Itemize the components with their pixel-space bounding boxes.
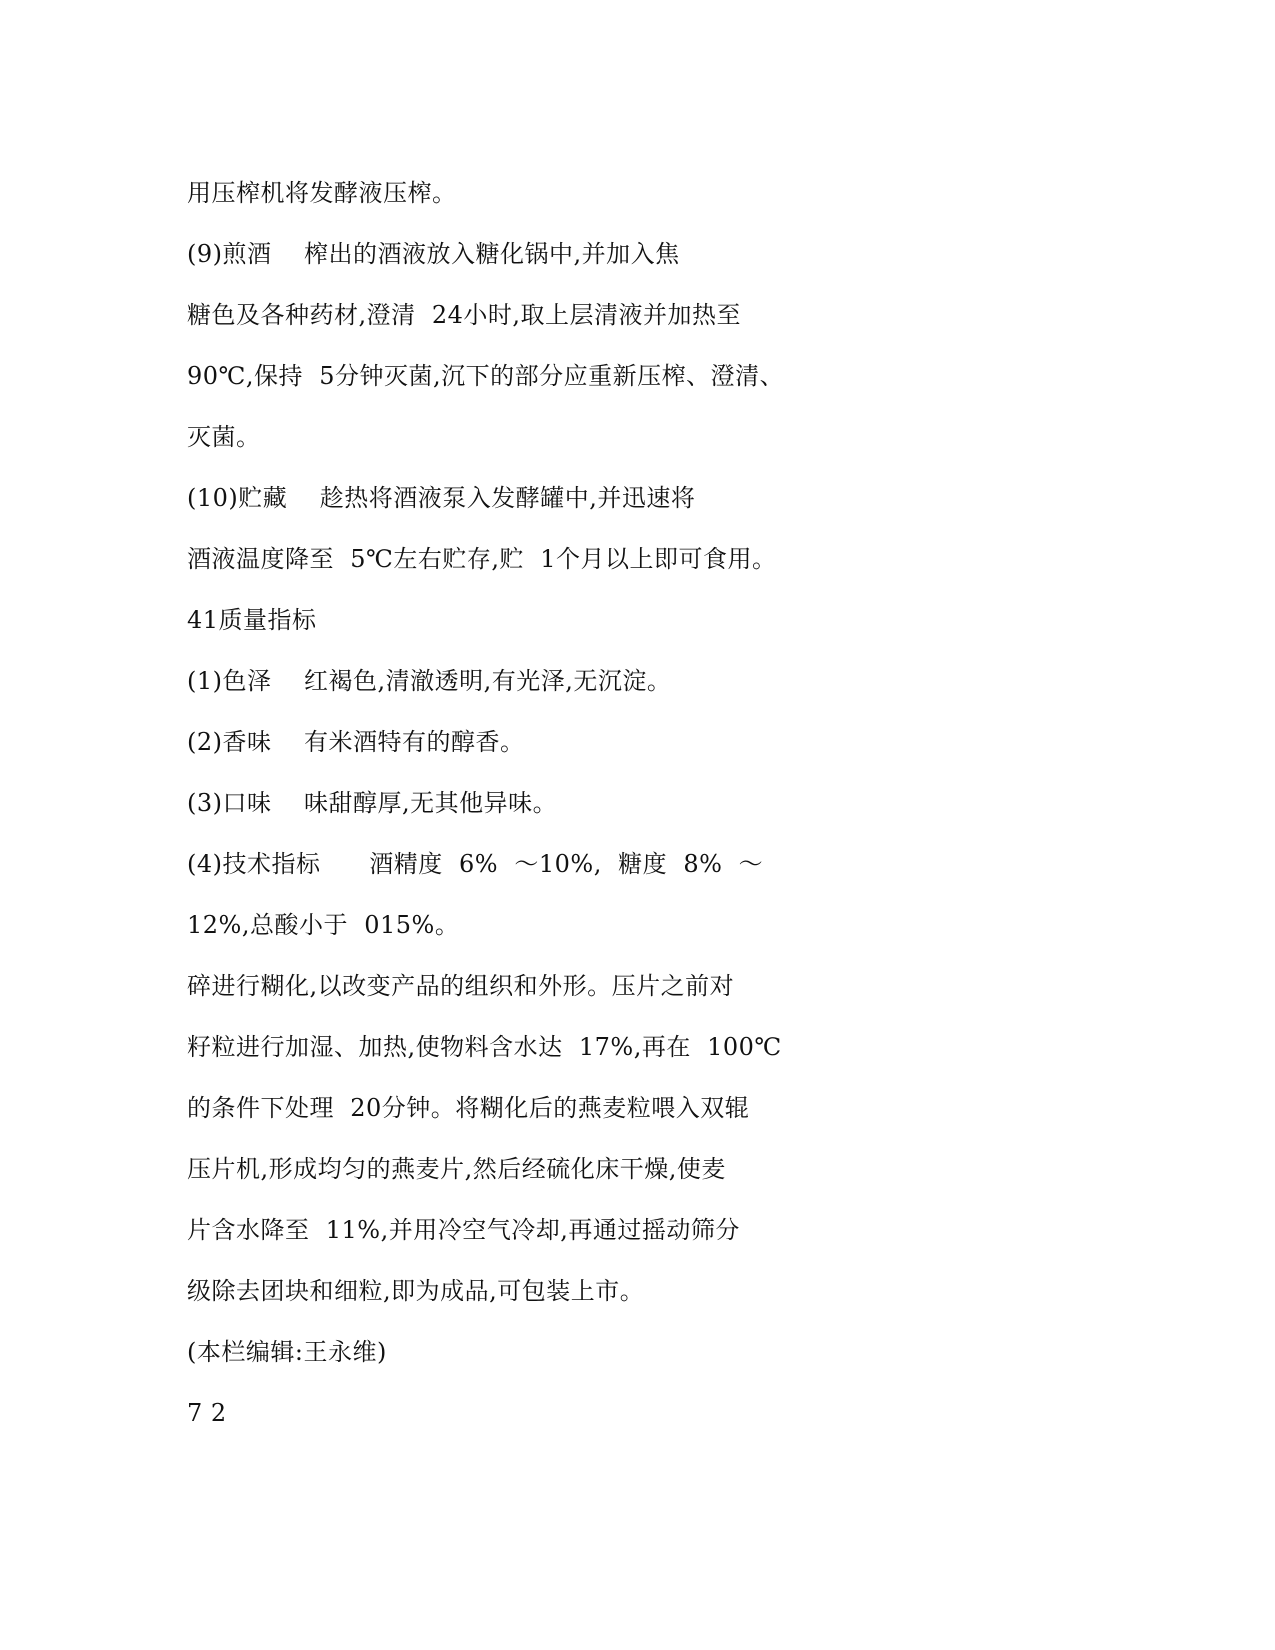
text-line: 用压榨机将发酵液压榨。 bbox=[187, 179, 457, 207]
text-line: 压片机,形成均匀的燕麦片,然后经硫化床干燥,使麦 bbox=[187, 1155, 726, 1183]
text-line: 90℃,保持 5分钟灭菌,沉下的部分应重新压榨、澄清、 bbox=[187, 362, 785, 390]
text-line: 糖色及各种药材,澄清 24小时,取上层清液并加热至 bbox=[187, 301, 742, 329]
text-line: 的条件下处理 20分钟。将糊化后的燕麦粒喂入双辊 bbox=[187, 1094, 750, 1122]
text-line: (2)香味 有米酒特有的醇香。 bbox=[187, 728, 525, 756]
text-column bbox=[187, 170, 787, 1451]
text-line: (10)贮藏 趁热将酒液泵入发酵罐中,并迅速将 bbox=[187, 484, 696, 512]
text-line: (9)煎酒 榨出的酒液放入糖化锅中,并加入焦 bbox=[187, 240, 680, 268]
text-line: 片含水降至 11%,并用冷空气冷却,再通过摇动筛分 bbox=[187, 1216, 740, 1244]
page-number: 7 2 bbox=[187, 1399, 227, 1427]
text-line: (3)口味 味甜醇厚,无其他异味。 bbox=[187, 789, 558, 817]
text-line: (4)技术指标 酒精度 6% ～10%, 糖度 8% ～ bbox=[187, 850, 764, 878]
text-line: 酒液温度降至 5℃左右贮存,贮 1个月以上即可食用。 bbox=[187, 545, 777, 573]
text-line: (1)色泽 红褐色,清澈透明,有光泽,无沉淀。 bbox=[187, 667, 672, 695]
section-heading: 41质量指标 bbox=[187, 606, 317, 634]
text-line: 碎进行糊化,以改变产品的组织和外形。压片之前对 bbox=[187, 972, 735, 1000]
editor-credit: (本栏编辑:王永维) bbox=[187, 1338, 387, 1366]
text-line: 籽粒进行加湿、加热,使物料含水达 17%,再在 100℃ bbox=[187, 1033, 782, 1061]
text-line: 灭菌。 bbox=[187, 423, 261, 451]
text-line: 12%,总酸小于 015%。 bbox=[187, 911, 460, 939]
text-line: 级除去团块和细粒,即为成品,可包装上市。 bbox=[187, 1277, 645, 1305]
